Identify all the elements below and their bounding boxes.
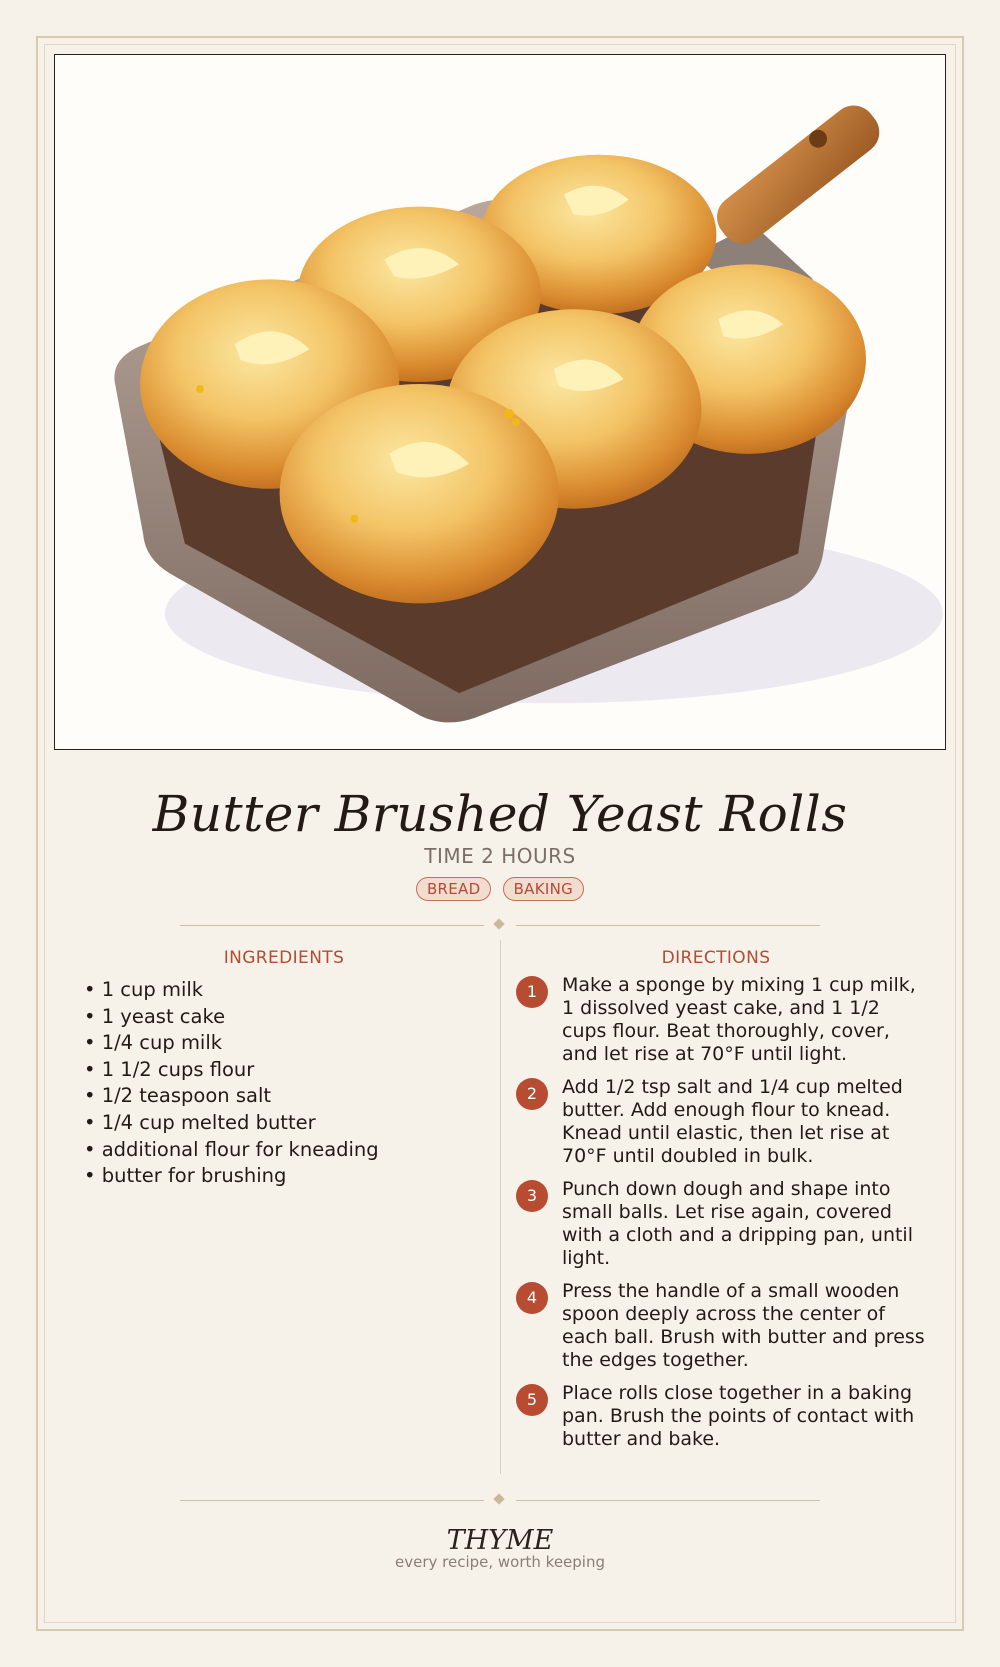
brand-name: THYME (446, 1525, 554, 1556)
divider-bottom (180, 1493, 820, 1507)
ingredients-list (84, 977, 474, 1190)
list-item: • 1 yeast cake (84, 1004, 474, 1031)
step-text: Punch down dough and shape into small balls. Let rise again, covered with a cloth and a dripping pan, until light. (562, 1178, 913, 1269)
step-text: Press the handle of a small wooden spoon deeply across the center of each ball. Brush with butter and press the edges together. (562, 1280, 925, 1371)
step-number: 1 (516, 976, 548, 1008)
step-number: 4 (516, 1282, 548, 1314)
step-number: 5 (516, 1384, 548, 1416)
tag-baking[interactable]: BAKING (503, 877, 584, 901)
brand-tagline: every recipe, worth keeping (394, 1553, 605, 1571)
recipe-photo (54, 54, 946, 750)
list-item: • 1 cup milk (84, 977, 474, 1004)
step-text: Make a sponge by mixing 1 cup milk, 1 dissolved yeast cake, and 1 1/2 cups flour. Beat thoroughly, cover, and let rise at 70°F until light. (562, 974, 916, 1065)
step-text: Add 1/2 tsp salt and 1/4 cup melted butter. Add enough flour to knead. Knead until elastic, then let rise at 70°F until doubled in bulk. (562, 1076, 903, 1167)
divider-top (180, 918, 820, 932)
column-divider (500, 940, 501, 1474)
list-item: • 1/4 cup melted butter (84, 1110, 474, 1137)
list-item: • 1/4 cup milk (84, 1030, 474, 1057)
list-item: • 1/2 teaspoon salt (84, 1083, 474, 1110)
step-text: Place rolls close together in a baking pan. Brush the points of contact with butter and bake. (562, 1382, 915, 1450)
diamond-icon (493, 918, 504, 929)
tag-bread[interactable]: BREAD (416, 877, 492, 901)
ingredients-heading: INGREDIENTS (223, 948, 345, 968)
recipe-time: TIME 2 HOURS (424, 844, 576, 868)
tag-list (0, 877, 1000, 901)
recipe-title: Butter Brushed Yeast Rolls (152, 785, 848, 843)
list-item: • 1 1/2 cups flour (84, 1057, 474, 1084)
diamond-icon (493, 1493, 504, 1504)
step-number: 2 (516, 1078, 548, 1110)
list-item: • additional flour for kneading (84, 1137, 474, 1164)
step-number: 3 (516, 1180, 548, 1212)
list-item: • butter for brushing (84, 1163, 474, 1190)
directions-heading: DIRECTIONS (661, 948, 771, 968)
